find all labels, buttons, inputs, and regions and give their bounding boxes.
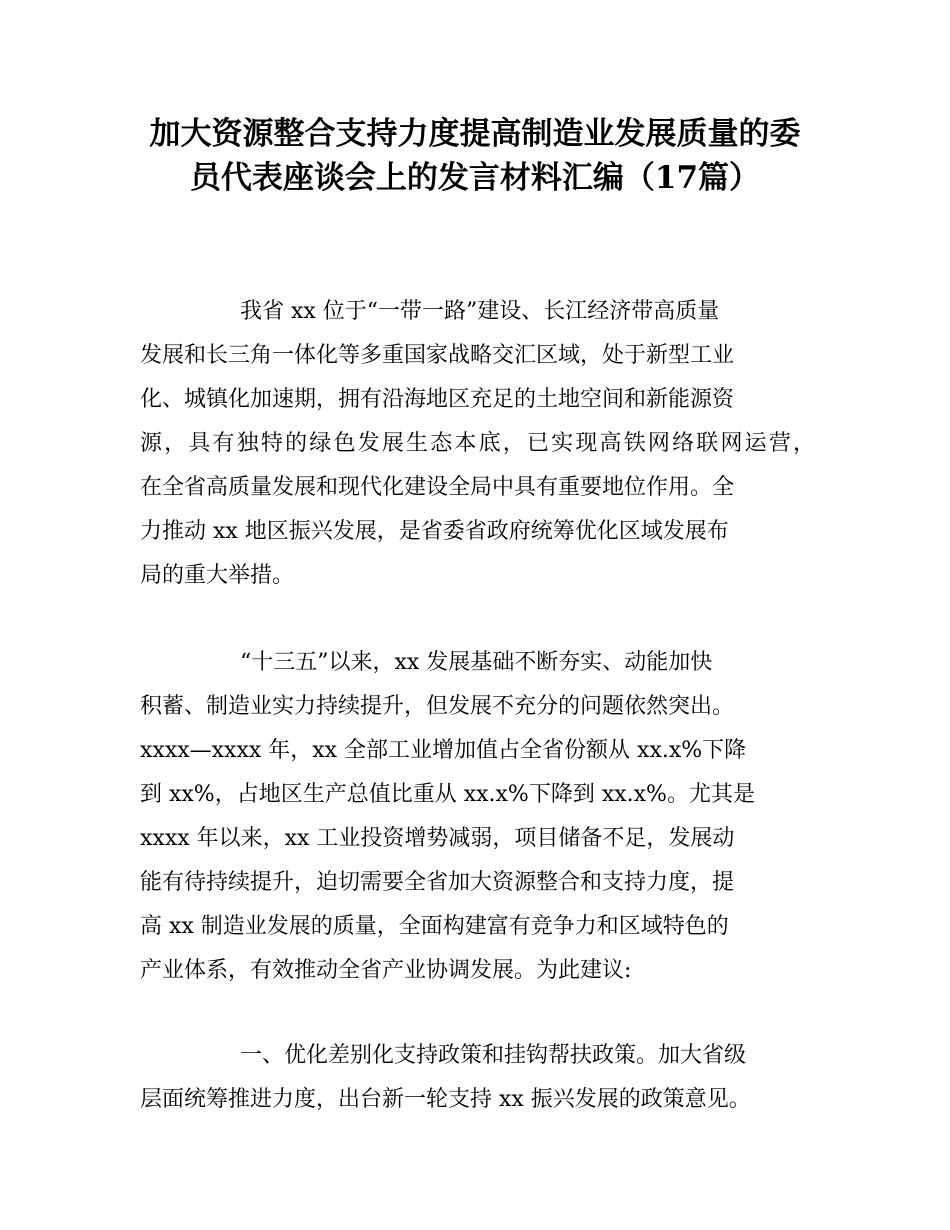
paragraph-line: 力推动 xx 地区振兴发展，是省委省政府统筹优化区域发展布 <box>140 519 729 544</box>
paragraph-line: 产业体系，有效推动全省产业协调发展。为此建议: <box>140 958 632 983</box>
paragraph-line: 化、城镇化加速期，拥有沿海地区充足的土地空间和新能源资 <box>140 387 735 412</box>
paragraph-line: 层面统筹推进力度，出台新一轮支持 xx 振兴发展的政策意见。 <box>140 1087 751 1112</box>
paragraph-line: 高 xx 制造业发展的质量，全面构建富有竞争力和区域特色的 <box>140 914 729 939</box>
paragraph-line: 在全省高质量发展和现代化建设全局中具有重要地位作用。全 <box>140 475 735 500</box>
paragraph-line: 能有待持续提升，迫切需要全省加大资源整合和支持力度，提 <box>140 870 735 895</box>
paragraph-line: 到 xx%，占地区生产总值比重从 xx.x%下降到 xx.x%。尤其是 <box>140 782 755 807</box>
paragraph-line: 一、优化差别化支持政策和挂钩帮扶政策。加大省级 <box>240 1043 747 1068</box>
paragraph-line: xxxx 年以来，xx 工业投资增势减弱，项目储备不足，发展动 <box>140 826 735 851</box>
paragraph-line: 局的重大举措。 <box>140 563 295 588</box>
document-title: 加大资源整合支持力度提高制造业发展质量的委员代表座谈会上的发言材料汇编（17篇） <box>149 116 801 196</box>
paragraph-line: xxxx—xxxx 年，xx 全部工业增加值占全省份额从 xx.x%下降 <box>140 738 747 763</box>
paragraph-line: “十三五”以来，xx 发展基础不断夯实、动能加快 <box>240 650 713 675</box>
paragraph-line: 积蓄、制造业实力持续提升，但发展不充分的问题依然突出。 <box>140 694 735 719</box>
paragraph-line: 我省 xx 位于“一带一路”建设、长江经济带高质量 <box>240 299 720 324</box>
paragraph-line: 发展和长三角一体化等多重国家战略交汇区域，处于新型工业 <box>140 343 735 368</box>
paragraph-line: 源，具有独特的绿色发展生态本底，已实现高铁网络联网运营， <box>140 431 818 456</box>
